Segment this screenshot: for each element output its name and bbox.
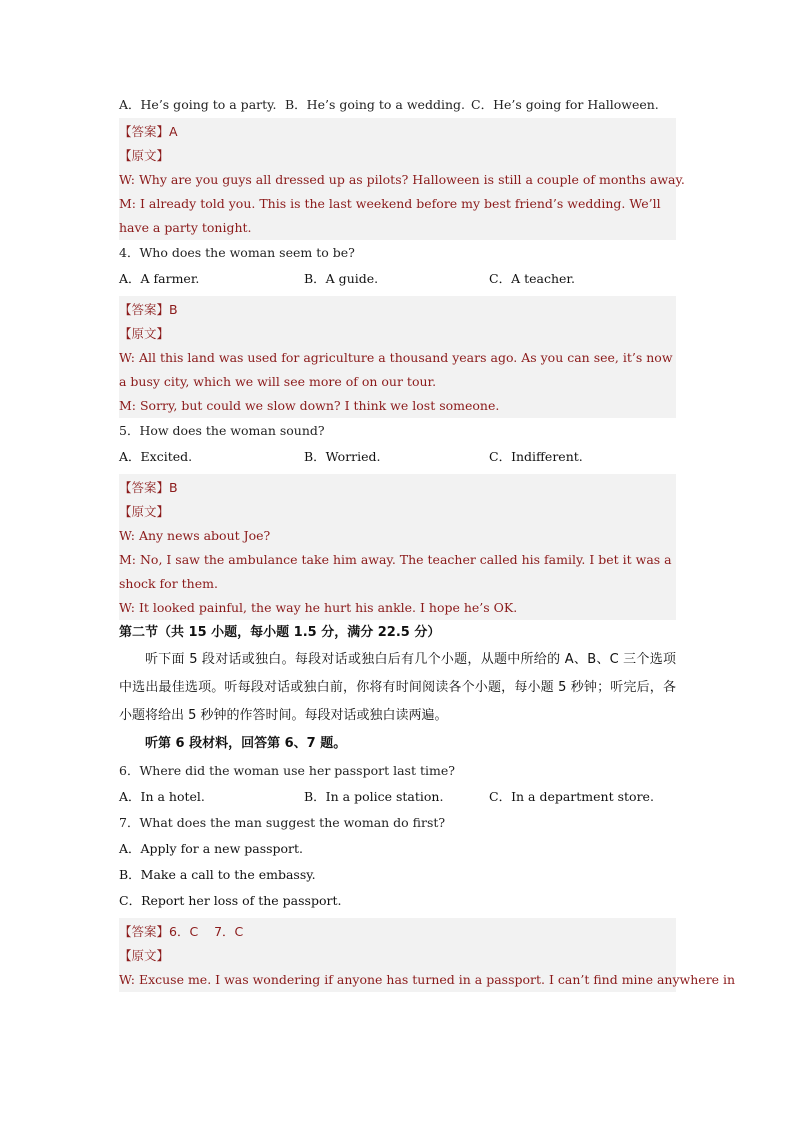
q4-answer-box (119, 296, 676, 418)
section-2-title: 第二节（共 15 小题，每小题 1.5 分，满分 22.5 分） (119, 625, 441, 640)
q7-question: 7．What does the man suggest the woman do first? (119, 815, 446, 830)
q3-answer: 【答案】A (119, 124, 178, 139)
q7-option-a: A．Apply for a new passport. (119, 841, 304, 856)
q7-option-b: B．Make a call to the embassy. (119, 867, 316, 882)
q5-options (119, 444, 676, 470)
q4-source-label: 【原文】 (119, 326, 170, 341)
section-2-instructions: 听下面 5 段对话或独白。每段对话或独白后有几个小题，从题中所给的 A、B、C 三个选项中选出最佳选项。听每段对话或独白前，你将有时间阅读各个小题，每小题 5 秒钟；听完后，各小题将给出 5 秒钟的作答时间。每段对话或独白读两遍。 (119, 652, 676, 723)
q6-question: 6．Where did the woman use her passport last time? (119, 763, 455, 778)
q6-options (119, 784, 676, 810)
q5-script-line-3: W: It looked painful, the way he hurt his ankle. I hope he’s OK. (119, 600, 518, 615)
q4-option-a: A．A farmer. (119, 271, 200, 286)
q7-script-line-1: W: Excuse me. I was wondering if anyone has turned in a passport. I can’t find mine anywhere in (119, 972, 736, 987)
q5-answer: 【答案】B (119, 480, 178, 495)
q5-question: 5．How does the woman sound? (119, 423, 325, 438)
q5-script-line-2: M: No, I saw the ambulance take him away. The teacher called his family. I bet it was a shock for them. (119, 552, 672, 591)
q6-option-b: B．In a police station. (304, 789, 444, 804)
q3-script-line-1: W: Why are you guys all dressed up as pilots? Halloween is still a couple of months away. (119, 172, 685, 187)
q5-source-label: 【原文】 (119, 504, 170, 519)
q3-answer-box (119, 118, 685, 240)
q6-option-a: A．In a hotel. (119, 789, 205, 804)
q5-script-line-1: W: Any news about Joe? (119, 528, 271, 543)
q4-options (119, 266, 676, 292)
q4-script-line-2: M: Sorry, but could we slow down? I think we lost someone. (119, 398, 500, 413)
q4-script-line-1: W: All this land was used for agriculture a thousand years ago. As you can see, it’s now a busy city, which we will see more of on our tour. (119, 350, 673, 389)
passage-6-title: 听第 6 段材料，回答第 6、7 题。 (145, 736, 347, 751)
q4-option-c: C．A teacher. (489, 271, 575, 286)
q6-option-c: C．In a department store. (489, 789, 654, 804)
q3-option-c: C．He’s going for Halloween. (471, 97, 659, 112)
q3-option-b: B．He’s going to a wedding. (285, 97, 465, 112)
q5-answer-box (119, 474, 676, 620)
q7-answer-box (119, 918, 736, 992)
document-page (119, 92, 736, 992)
q3-options (119, 92, 676, 118)
q3-source-label: 【原文】 (119, 148, 170, 163)
q5-option-c: C．Indifferent. (489, 449, 583, 464)
q5-option-a: A．Excited. (119, 449, 193, 464)
q4-question: 4．Who does the woman seem to be? (119, 245, 355, 260)
q4-option-b: B．A guide. (304, 271, 379, 286)
q7-option-c: C．Report her loss of the passport. (119, 893, 342, 908)
q7-answer: 【答案】6．C 7．C (119, 924, 244, 939)
q7-source-label: 【原文】 (119, 948, 170, 963)
q5-option-b: B．Worried. (304, 449, 381, 464)
q4-answer: 【答案】B (119, 302, 178, 317)
q3-script-line-2: M: I already told you. This is the last weekend before my best friend’s wedding. We’ll have a party tonight. (119, 196, 661, 235)
q3-option-a: A．He’s going to a party. (119, 97, 277, 112)
